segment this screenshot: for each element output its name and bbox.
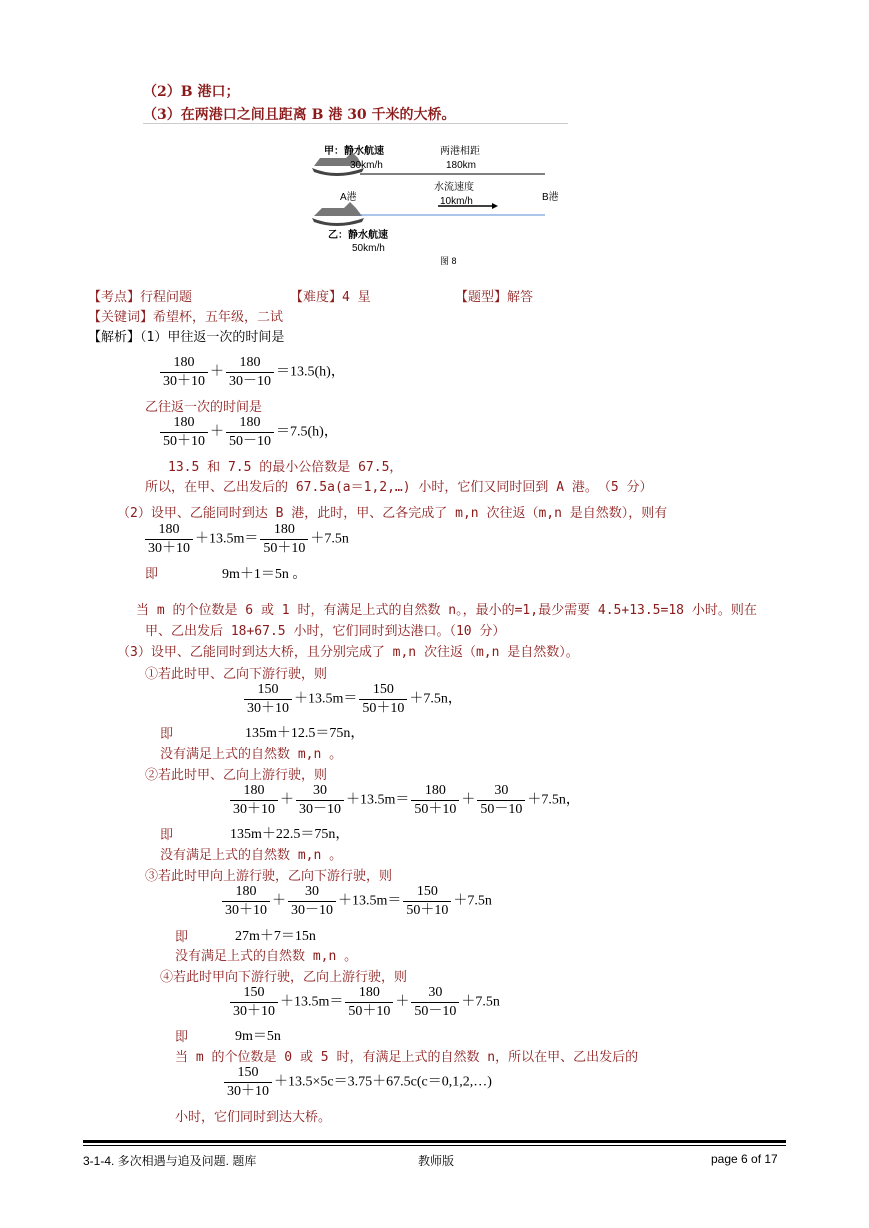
p2-eq2: 9m＋1＝5n 。 <box>222 567 307 582</box>
p1-text2: 13.5 和 7.5 的最小公倍数是 67.5， <box>168 460 403 475</box>
guanjianci: 【关键词】希望杯，五年级，二试 <box>88 310 284 325</box>
p2-ji: 即 <box>145 567 159 582</box>
water-speed: 10km/h <box>440 196 473 207</box>
case-1: ①若此时甲、乙向下游行驶，则 <box>145 667 328 682</box>
case-3-none: 没有满足上式的自然数 m,n 。 <box>175 949 358 964</box>
footer-rule-thick <box>83 1140 786 1143</box>
jia-label: 甲：静水航速 <box>324 146 384 157</box>
yi-speed: 50km/h <box>352 243 385 254</box>
case-1-none: 没有满足上式的自然数 m,n 。 <box>160 747 343 762</box>
case-3: ③若此时甲向上游行驶，乙向下游行驶，则 <box>145 869 393 884</box>
p2-text: 当 m 的个位数是 6 或 1 时，有满足上式的自然数 n。，最小的=1,最少需要 4.5+13.5=18 小时。则在 <box>136 603 757 618</box>
case-2-none: 没有满足上式的自然数 m,n 。 <box>160 848 343 863</box>
nandu: 【难度】4 星 <box>290 290 371 305</box>
p1-text3: 所以，在甲、乙出发后的 67.5a(a＝1,2,…) 小时，它们又同时回到 A 港。 （5 分） <box>145 480 653 495</box>
p1-eq2: $\frac{180}{50+10}$ ＋ $\frac{180}{50-10}$ ＝7.5(h)， <box>158 414 338 451</box>
port-b: B港 <box>542 192 559 203</box>
yi-label: 乙：静水航速 <box>328 230 388 241</box>
p2-eq: $\frac{180}{30+10}$ ＋13.5m＝ $\frac{180}{50+10}$ ＋7.5n <box>143 521 349 558</box>
case-1-ji: 即 <box>160 727 174 742</box>
question-2: （2）B 港口； <box>143 84 240 100</box>
footer-rule-thin <box>83 1145 786 1146</box>
footer-right: page 6 of 17 <box>711 1152 778 1166</box>
distance-value: 180km <box>446 160 477 171</box>
tixing: 【题型】解答 <box>455 290 534 305</box>
jiexi: 【解析】（1）甲往返一次的时间是 <box>88 330 285 345</box>
p2-intro: （2）设甲、乙能同时到达 B 港，此时，甲、乙各完成了 m,n 次往返（m,n 是自然数），则有 <box>117 506 668 521</box>
question-3: （3）在两港口之间且距离 B 港 30 千米的大桥。 <box>143 107 456 123</box>
kaodian: 【考点】行程问题 <box>88 290 193 305</box>
case-4: ④若此时甲向下游行驶，乙向上游行驶，则 <box>160 970 408 985</box>
case-4-end: 小时，它们同时到达大桥。 <box>175 1110 332 1125</box>
boat-diagram <box>310 138 568 266</box>
case-3-eq: $\frac{180}{30+10}$ ＋ $\frac{30}{30-10}$ ＋13.5m＝ $\frac{150}{50+10}$ ＋7.5n <box>220 883 492 920</box>
case-2: ②若此时甲、乙向上游行驶，则 <box>145 768 328 783</box>
p2-text2: 甲、乙出发后 18+67.5 小时，它们同时到达港口。（10 分） <box>145 624 506 639</box>
p3-intro: （3）设甲、乙能同时到达大桥，且分别完成了 m,n 次往返（m,n 是自然数）。 <box>117 645 579 660</box>
case-4-eq3: $\frac{150}{30+10}$ ＋13.5×5c＝3.75＋67.5c(c＝0,1,2,…) <box>222 1064 492 1101</box>
boat-yi-icon <box>312 202 364 226</box>
case-4-text: 当 m 的个位数是 0 或 5 时，有满足上式的自然数 n，所以在甲、乙出发后的 <box>175 1050 639 1065</box>
water-label: 水流速度 <box>434 182 474 193</box>
distance-label: 两港相距 <box>440 146 480 157</box>
case-2-ji: 即 <box>160 828 174 843</box>
p1-eq1: $\frac{180}{30+10}$ ＋ $\frac{180}{30-10}$ ＝13.5(h)， <box>158 354 345 391</box>
figure-caption: 图 8 <box>440 256 457 266</box>
jia-speed: 30km/h <box>350 160 383 171</box>
p1-text1: 乙往返一次的时间是 <box>145 400 263 415</box>
footer-left: 3-1-4. 多次相遇与追及问题. 题库 <box>83 1154 257 1168</box>
case-3-ji: 即 <box>175 930 189 945</box>
case-3-eq2: 27m＋7＝15n <box>235 929 316 944</box>
case-4-eq: $\frac{150}{30+10}$ ＋13.5m＝ $\frac{180}{50+10}$ ＋ $\frac{30}{50-10}$ ＋7.5n <box>228 984 500 1021</box>
case-4-ji: 即 <box>175 1030 189 1045</box>
case-2-eq2: 135m＋22.5＝75n， <box>230 827 350 842</box>
case-2-eq: $\frac{180}{30+10}$ ＋ $\frac{30}{30-10}$ ＋13.5m＝ $\frac{180}{50+10}$ ＋ $\frac{30}{50-10}$ ＋7.5n， <box>228 782 580 819</box>
footer-center: 教师版 <box>418 1154 455 1168</box>
divider <box>143 123 568 124</box>
case-1-eq2: 135m＋12.5＝75n， <box>245 726 365 741</box>
figure-8 <box>310 138 568 266</box>
port-a: A港 <box>340 192 357 203</box>
case-4-eq2: 9m＝5n <box>235 1029 281 1044</box>
case-1-eq: $\frac{150}{30+10}$ ＋13.5m＝ $\frac{150}{50+10}$ ＋7.5n， <box>242 681 462 718</box>
